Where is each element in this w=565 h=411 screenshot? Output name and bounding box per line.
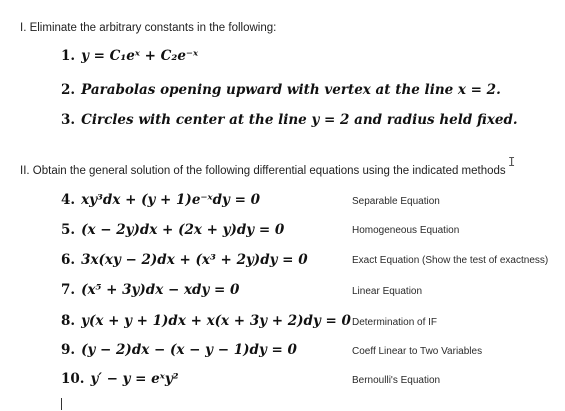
problem-9-method: Coeff Linear to Two Variables [352,346,483,357]
problem-10-equation: y′ − y = eˣy² [90,371,179,387]
problem-3 [61,112,518,128]
problem-10 [61,371,179,387]
problem-10-method: Bernoulli's Equation [352,375,441,386]
problem-7-number: 7. [61,282,76,298]
problem-6-method: Exact Equation (Show the test of exactness) [352,255,549,266]
problem-2-number: 2. [61,82,76,98]
problem-1-text: y = C₁eˣ + C₂e⁻ˣ [81,48,199,64]
problem-6-number: 6. [61,252,76,268]
problem-6-equation: 3x(xy − 2)dx + (x³ + 2y)dy = 0 [81,252,308,268]
problem-8 [61,313,351,329]
problem-9 [61,342,297,358]
problem-9-number: 9. [61,342,76,358]
problem-6 [61,252,308,268]
problem-5-equation: (x − 2y)dx + (2x + y)dy = 0 [81,222,285,238]
problem-1-number: 1. [61,48,76,64]
problem-2-text: Parabolas opening upward with vertex at the line x = 2. [81,82,501,98]
problem-3-number: 3. [61,112,76,128]
problem-4 [61,192,260,208]
problem-5-method: Homogeneous Equation [352,225,460,236]
problem-7 [61,282,239,298]
problem-9-equation: (y − 2)dx − (x − y − 1)dy = 0 [81,342,297,358]
problem-5 [61,222,284,238]
section1-heading: I. Eliminate the arbitrary constants in the following: [20,22,277,34]
problem-8-method: Determination of IF [352,317,438,328]
problem-7-equation: (x⁵ + 3y)dx − xdy = 0 [81,282,240,298]
problem-7-method: Linear Equation [352,286,423,297]
section2-heading: II. Obtain the general solution of the following differential equations using the indicated methods [20,165,506,177]
problem-3-text: Circles with center at the line y = 2 and radius held fixed. [81,112,518,128]
problem-4-number: 4. [61,192,76,208]
problem-10-number: 10. [61,371,85,387]
ibeam-cursor-icon: I [508,155,516,169]
problem-4-method: Separable Equation [352,196,440,207]
text-caret-icon [61,398,62,410]
problem-1 [61,48,198,64]
problem-2 [61,82,501,98]
problem-5-number: 5. [61,222,76,238]
problem-8-equation: y(x + y + 1)dx + x(x + 3y + 2)dy = 0 [81,313,351,329]
problem-8-number: 8. [61,313,76,329]
problem-4-equation: xy³dx + (y + 1)e⁻ˣdy = 0 [81,192,260,208]
